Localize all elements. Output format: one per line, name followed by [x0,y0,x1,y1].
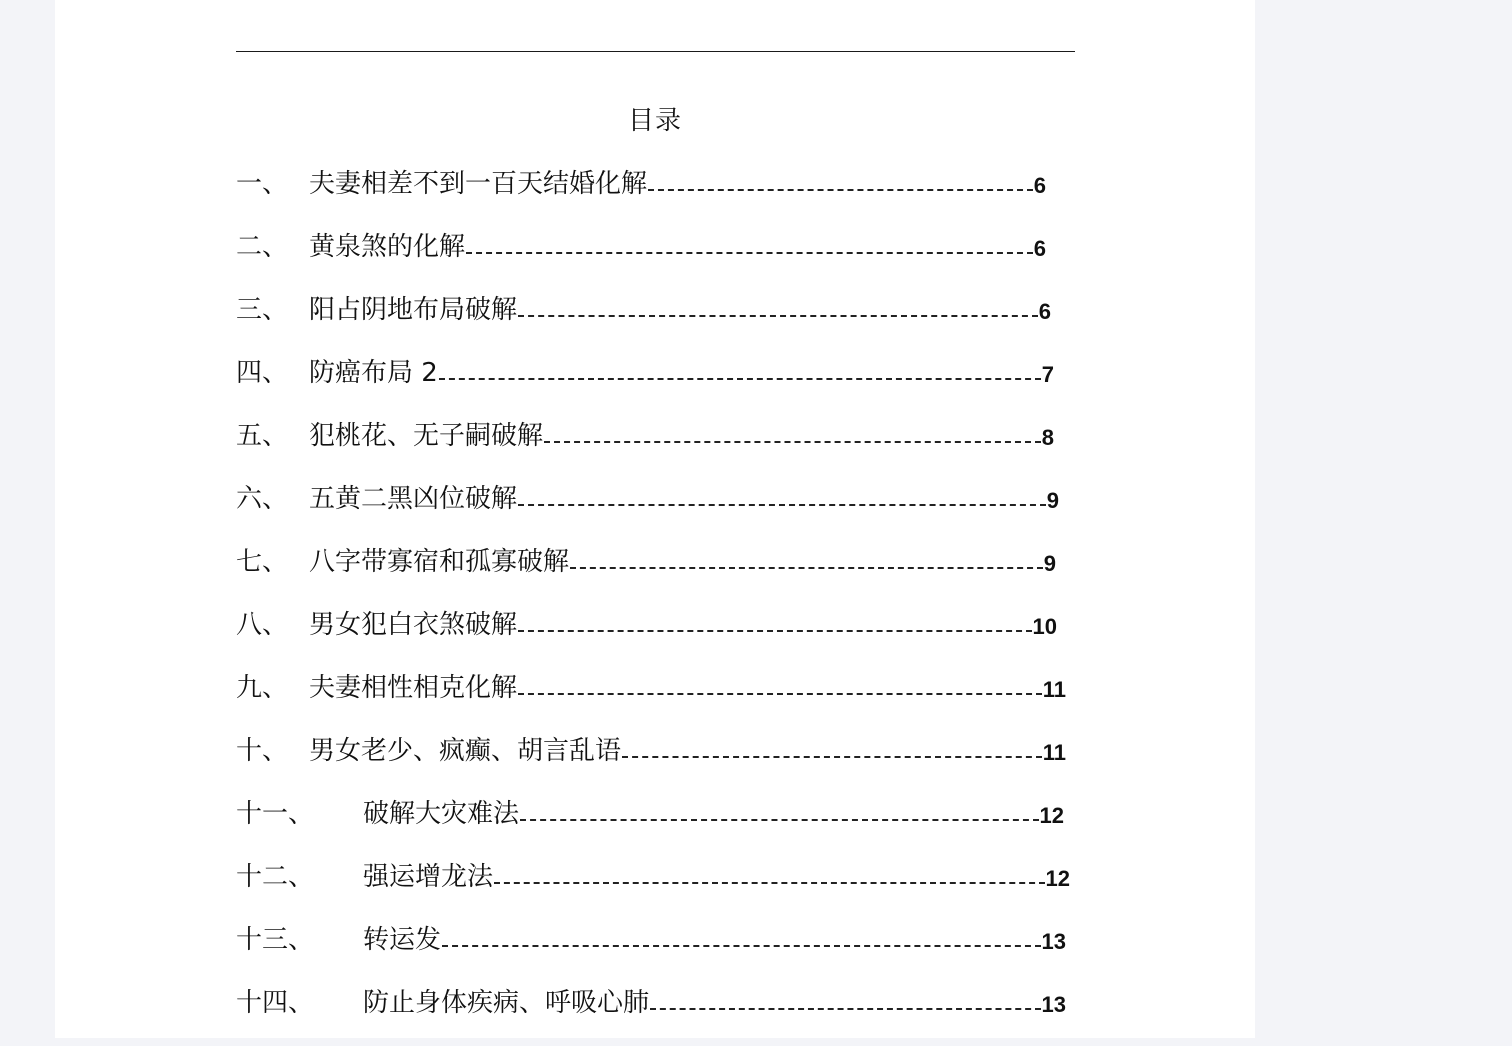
toc-entry-number: 三、 [236,295,289,325]
toc-entry-number: 十三、 [236,925,315,955]
toc-entry[interactable] [236,540,1056,578]
toc-entry-title: 八字带寡宿和孤寡破解 [309,547,570,577]
toc-entry-page: 13 [1041,992,1066,1017]
toc-entry-number: 十一、 [236,799,315,829]
toc-entry[interactable] [236,792,1064,830]
toc-entry-title: 五黄二黑凶位破解 [309,484,518,514]
toc-entry-title: 防止身体疾病、呼吸心肺 [363,988,650,1018]
toc-leader-dots [570,567,1043,569]
toc-entry-title: 阳占阴地布局破解 [309,295,518,325]
toc-entry-page: 7 [1041,362,1054,387]
toc-entry-title: 黄泉煞的化解 [309,232,466,262]
toc-entry-page: 6 [1033,236,1046,261]
toc-leader-dots [622,756,1042,758]
toc-entry-page: 9 [1046,488,1059,513]
toc-entry[interactable] [236,162,1046,200]
toc-entry-number: 一、 [236,169,289,199]
toc-entry-page: 11 [1042,740,1066,765]
toc-entry[interactable] [236,729,1066,767]
toc-entry-number: 十二、 [236,862,315,892]
toc-entry-page: 6 [1038,299,1051,324]
toc-leader-dots [650,1008,1041,1010]
toc-entry-page: 9 [1043,551,1056,576]
toc-entry-title: 犯桃花、无子嗣破解 [309,421,544,451]
toc-entry-page: 10 [1032,614,1057,639]
toc-entry-number: 十、 [236,736,289,766]
toc-entry[interactable] [236,477,1059,515]
toc-entry[interactable] [236,351,1054,389]
toc-leader-dots [648,189,1033,191]
toc-entry-number: 四、 [236,358,289,388]
toc-entry-number: 九、 [236,673,289,703]
toc-entry-title: 防癌布局 2 [309,358,438,388]
toc-leader-dots [518,504,1046,506]
toc-leader-dots [494,882,1045,884]
toc-entry-number: 八、 [236,610,289,640]
toc-leader-dots [518,315,1038,317]
toc-entry[interactable] [236,225,1046,263]
toc-entry-page: 12 [1045,866,1070,891]
toc-leader-dots [544,441,1041,443]
toc-leader-dots [466,252,1033,254]
toc-entry-page: 11 [1042,677,1066,702]
toc-entry-number: 七、 [236,547,289,577]
toc-entry[interactable] [236,981,1066,1019]
toc-entry-number: 二、 [236,232,289,262]
toc-entry[interactable] [236,918,1066,956]
toc-entry-page: 8 [1041,425,1054,450]
toc-leader-dots [442,945,1041,947]
toc-entry-page: 13 [1041,929,1066,954]
toc-entry-title: 夫妻相性相克化解 [309,673,518,703]
toc-entry-number: 六、 [236,484,289,514]
header-rule [236,51,1075,52]
toc-title: 目录 [627,106,682,136]
toc-entry[interactable] [236,288,1051,326]
toc-entry[interactable] [236,414,1054,452]
toc-entry-title: 男女犯白衣煞破解 [309,610,518,640]
toc-entry[interactable] [236,666,1066,704]
toc-entry[interactable] [236,855,1070,893]
toc-entry-title: 转运发 [363,925,442,955]
document-page [55,0,1255,1038]
toc-leader-dots [439,378,1041,380]
toc-entry-title: 夫妻相差不到一百天结婚化解 [309,169,648,199]
toc-entry-title: 男女老少、疯癫、胡言乱语 [309,736,622,766]
toc-entry[interactable] [236,603,1057,641]
toc-entry-title: 破解大灾难法 [363,799,520,829]
toc-entry-page: 6 [1033,173,1046,198]
toc-leader-dots [520,819,1039,821]
toc-entry-number: 十四、 [236,988,315,1018]
toc-leader-dots [518,693,1042,695]
toc-entry-page: 12 [1039,803,1064,828]
toc-leader-dots [518,630,1032,632]
toc-entry-number: 五、 [236,421,289,451]
toc-entry-title: 强运增龙法 [363,862,494,892]
